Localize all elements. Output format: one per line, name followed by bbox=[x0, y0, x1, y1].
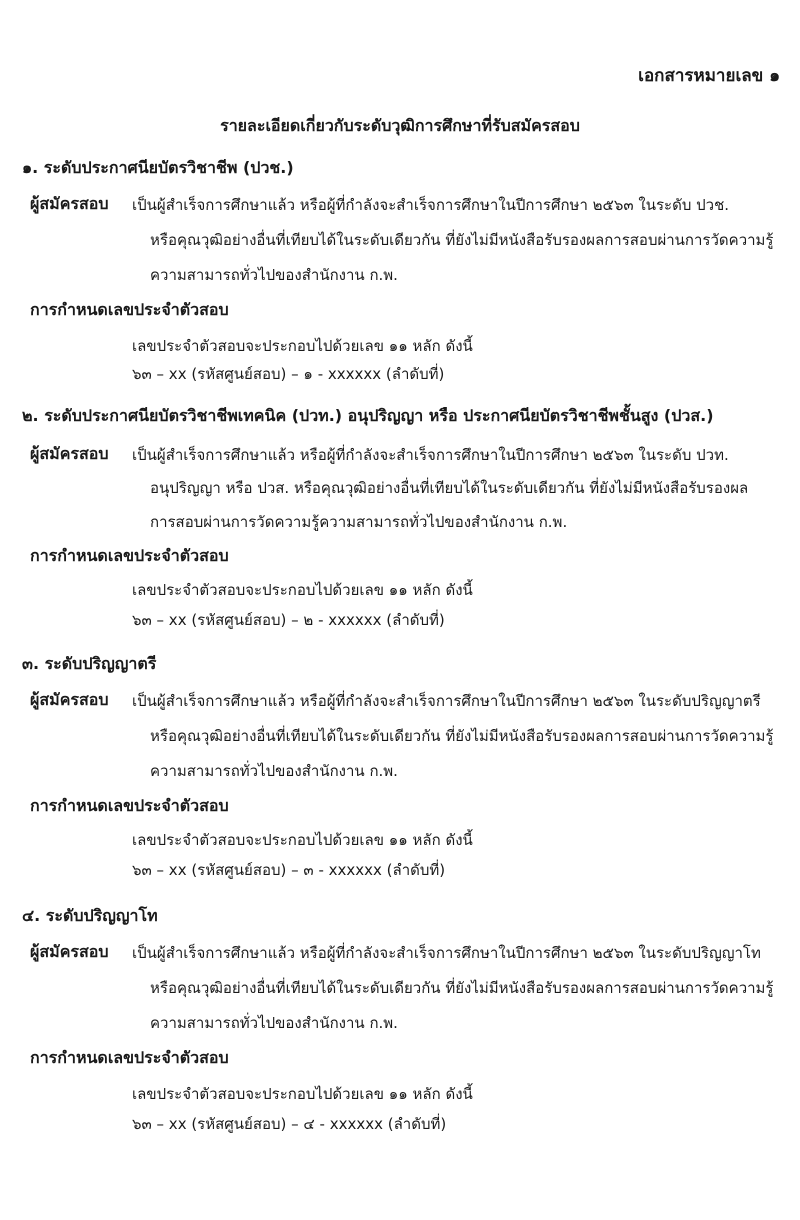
id-intro: เลขประจำตัวสอบจะประกอบไปด้วยเลข ๑๑ หลัก ดังนี้ bbox=[132, 831, 473, 849]
applicant-label: ผู้สมัครสอบ bbox=[30, 942, 109, 961]
document-number: เอกสารหมายเลข ๑ bbox=[638, 66, 780, 86]
id-label: การกำหนดเลขประจำตัวสอบ bbox=[30, 546, 229, 565]
applicant-line: ความสามารถทั่วไปของสำนักงาน ก.พ. bbox=[150, 762, 398, 780]
applicant-line: เป็นผู้สำเร็จการศึกษาแล้ว หรือผู้ที่กำลังจะสำเร็จการศึกษาในปีการศึกษา ๒๕๖๓ ในระดับปริญญาตรี bbox=[132, 692, 761, 710]
section-heading: ๔. ระดับปริญญาโท bbox=[22, 906, 158, 925]
id-format: ๖๓ – xx (รหัสศูนย์สอบ) – ๔ - xxxxxx (ลำดับที่) bbox=[132, 1115, 447, 1133]
applicant-line: เป็นผู้สำเร็จการศึกษาแล้ว หรือผู้ที่กำลังจะสำเร็จการศึกษาในปีการศึกษา ๒๕๖๓ ในระดับปริญญาโท bbox=[132, 944, 761, 962]
id-label: การกำหนดเลขประจำตัวสอบ bbox=[30, 1048, 229, 1067]
section-heading: ๑. ระดับประกาศนียบัตรวิชาชีพ (ปวช.) bbox=[22, 158, 294, 177]
applicant-line: หรือคุณวุฒิอย่างอื่นที่เทียบได้ในระดับเดียวกัน ที่ยังไม่มีหนังสือรับรองผลการสอบผ่านการวัดความรู้ bbox=[150, 727, 774, 745]
id-intro: เลขประจำตัวสอบจะประกอบไปด้วยเลข ๑๑ หลัก ดังนี้ bbox=[132, 581, 473, 599]
applicant-label: ผู้สมัครสอบ bbox=[30, 690, 109, 709]
id-format: ๖๓ – xx (รหัสศูนย์สอบ) – ๑ - xxxxxx (ลำดับที่) bbox=[132, 365, 445, 383]
applicant-label: ผู้สมัครสอบ bbox=[30, 444, 109, 463]
applicant-line: ความสามารถทั่วไปของสำนักงาน ก.พ. bbox=[150, 1014, 398, 1032]
applicant-line: หรือคุณวุฒิอย่างอื่นที่เทียบได้ในระดับเดียวกัน ที่ยังไม่มีหนังสือรับรองผลการสอบผ่านการวัดความรู้ bbox=[150, 979, 774, 997]
applicant-line: เป็นผู้สำเร็จการศึกษาแล้ว หรือผู้ที่กำลังจะสำเร็จการศึกษาในปีการศึกษา ๒๕๖๓ ในระดับ ปวช. bbox=[132, 196, 730, 214]
applicant-line: ความสามารถทั่วไปของสำนักงาน ก.พ. bbox=[150, 266, 398, 284]
applicant-label: ผู้สมัครสอบ bbox=[30, 194, 109, 213]
id-intro: เลขประจำตัวสอบจะประกอบไปด้วยเลข ๑๑ หลัก ดังนี้ bbox=[132, 1085, 473, 1103]
applicant-line: การสอบผ่านการวัดความรู้ความสามารถทั่วไปของสำนักงาน ก.พ. bbox=[150, 513, 568, 531]
document-title: รายละเอียดเกี่ยวกับระดับวุฒิการศึกษาที่รับสมัครสอบ bbox=[220, 116, 580, 135]
section-heading: ๓. ระดับปริญญาตรี bbox=[22, 654, 157, 673]
id-format: ๖๓ – xx (รหัสศูนย์สอบ) – ๓ - xxxxxx (ลำดับที่) bbox=[132, 861, 446, 879]
id-intro: เลขประจำตัวสอบจะประกอบไปด้วยเลข ๑๑ หลัก ดังนี้ bbox=[132, 337, 473, 355]
applicant-line: หรือคุณวุฒิอย่างอื่นที่เทียบได้ในระดับเดียวกัน ที่ยังไม่มีหนังสือรับรองผลการสอบผ่านการวัดความรู้ bbox=[150, 231, 774, 249]
section-heading: ๒. ระดับประกาศนียบัตรวิชาชีพเทคนิค (ปวท.) อนุปริญญา หรือ ประกาศนียบัตรวิชาชีพชั้นสูง (ปวส.) bbox=[22, 406, 714, 425]
id-format: ๖๓ – xx (รหัสศูนย์สอบ) – ๒ - xxxxxx (ลำดับที่) bbox=[132, 611, 445, 629]
applicant-line: เป็นผู้สำเร็จการศึกษาแล้ว หรือผู้ที่กำลังจะสำเร็จการศึกษาในปีการศึกษา ๒๕๖๓ ในระดับ ปวท. bbox=[132, 446, 729, 464]
applicant-line: อนุปริญญา หรือ ปวส. หรือคุณวุฒิอย่างอื่นที่เทียบได้ในระดับเดียวกัน ที่ยังไม่มีหนังสือรับรองผล bbox=[150, 479, 749, 497]
id-label: การกำหนดเลขประจำตัวสอบ bbox=[30, 796, 229, 815]
id-label: การกำหนดเลขประจำตัวสอบ bbox=[30, 300, 229, 319]
